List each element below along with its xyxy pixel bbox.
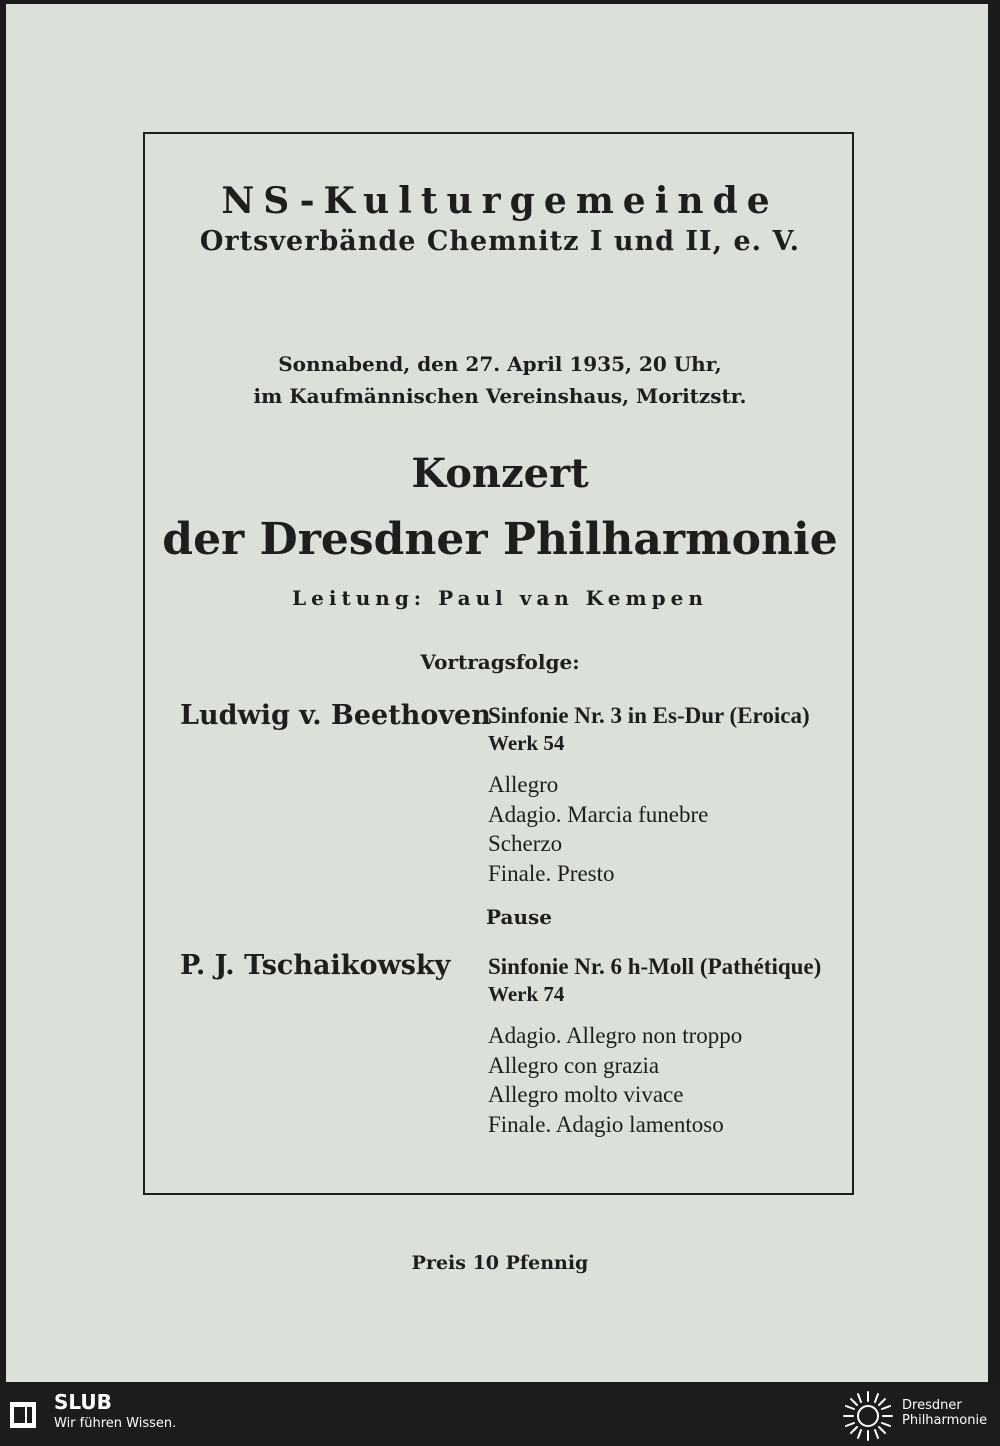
conductor-line: Leitung: Paul van Kempen xyxy=(292,586,708,610)
composer-name: P. J. Tschaikowsky xyxy=(180,950,451,981)
slub-tagline: Wir führen Wissen. xyxy=(54,1416,177,1431)
program-label: Vortragsfolge: xyxy=(420,650,580,674)
philharmonie-name-line1: Dresdner xyxy=(902,1398,962,1413)
slub-name: SLUB xyxy=(54,1390,112,1414)
movement-item: Scherzo xyxy=(488,831,563,856)
movement-item: Finale. Presto xyxy=(488,860,615,886)
composer-name: Ludwig v. Beethoven xyxy=(180,700,491,731)
work-title: Sinfonie Nr. 6 h-Moll (Pathétique) xyxy=(488,954,822,979)
philharmonie-name-line2: Philharmonie xyxy=(902,1413,988,1428)
viewer-footer xyxy=(0,1384,1000,1446)
work-block xyxy=(488,703,810,888)
price-line: Preis 10 Pfennig xyxy=(411,1252,589,1274)
movement-item: Adagio. Allegro non troppo xyxy=(488,1023,743,1048)
concert-title: Konzert xyxy=(411,450,589,497)
work-title: Sinfonie Nr. 3 in Es-Dur (Eroica) xyxy=(488,703,810,728)
organization-subtitle: Ortsverbände Chemnitz I und II, e. V. xyxy=(199,226,801,257)
concert-date: Sonnabend, den 27. April 1935, 20 Uhr, xyxy=(278,352,722,376)
work-opus: Werk 54 xyxy=(488,731,565,755)
work-opus: Werk 74 xyxy=(488,982,565,1006)
philharmonie-logo-icon xyxy=(842,1390,894,1442)
movement-item: Allegro con grazia xyxy=(488,1052,660,1078)
intermission-label: Pause xyxy=(486,905,552,929)
movement-list xyxy=(488,770,810,888)
slub-logo-icon xyxy=(10,1402,36,1428)
movement-item: Adagio. Marcia funebre xyxy=(488,801,709,827)
work-block xyxy=(488,954,821,1139)
organization-title: NS-Kulturgemeinde xyxy=(221,180,779,222)
movement-item: Finale. Adagio lamentoso xyxy=(488,1111,724,1137)
movement-item: Allegro molto vivace xyxy=(488,1082,684,1107)
concert-subtitle: der Dresdner Philharmonie xyxy=(162,514,838,565)
philharmonie-name xyxy=(902,1398,987,1428)
movement-item: Allegro xyxy=(488,772,559,797)
movement-list xyxy=(488,1021,821,1139)
concert-venue: im Kaufmännischen Vereinshaus, Moritzstr. xyxy=(253,384,747,408)
